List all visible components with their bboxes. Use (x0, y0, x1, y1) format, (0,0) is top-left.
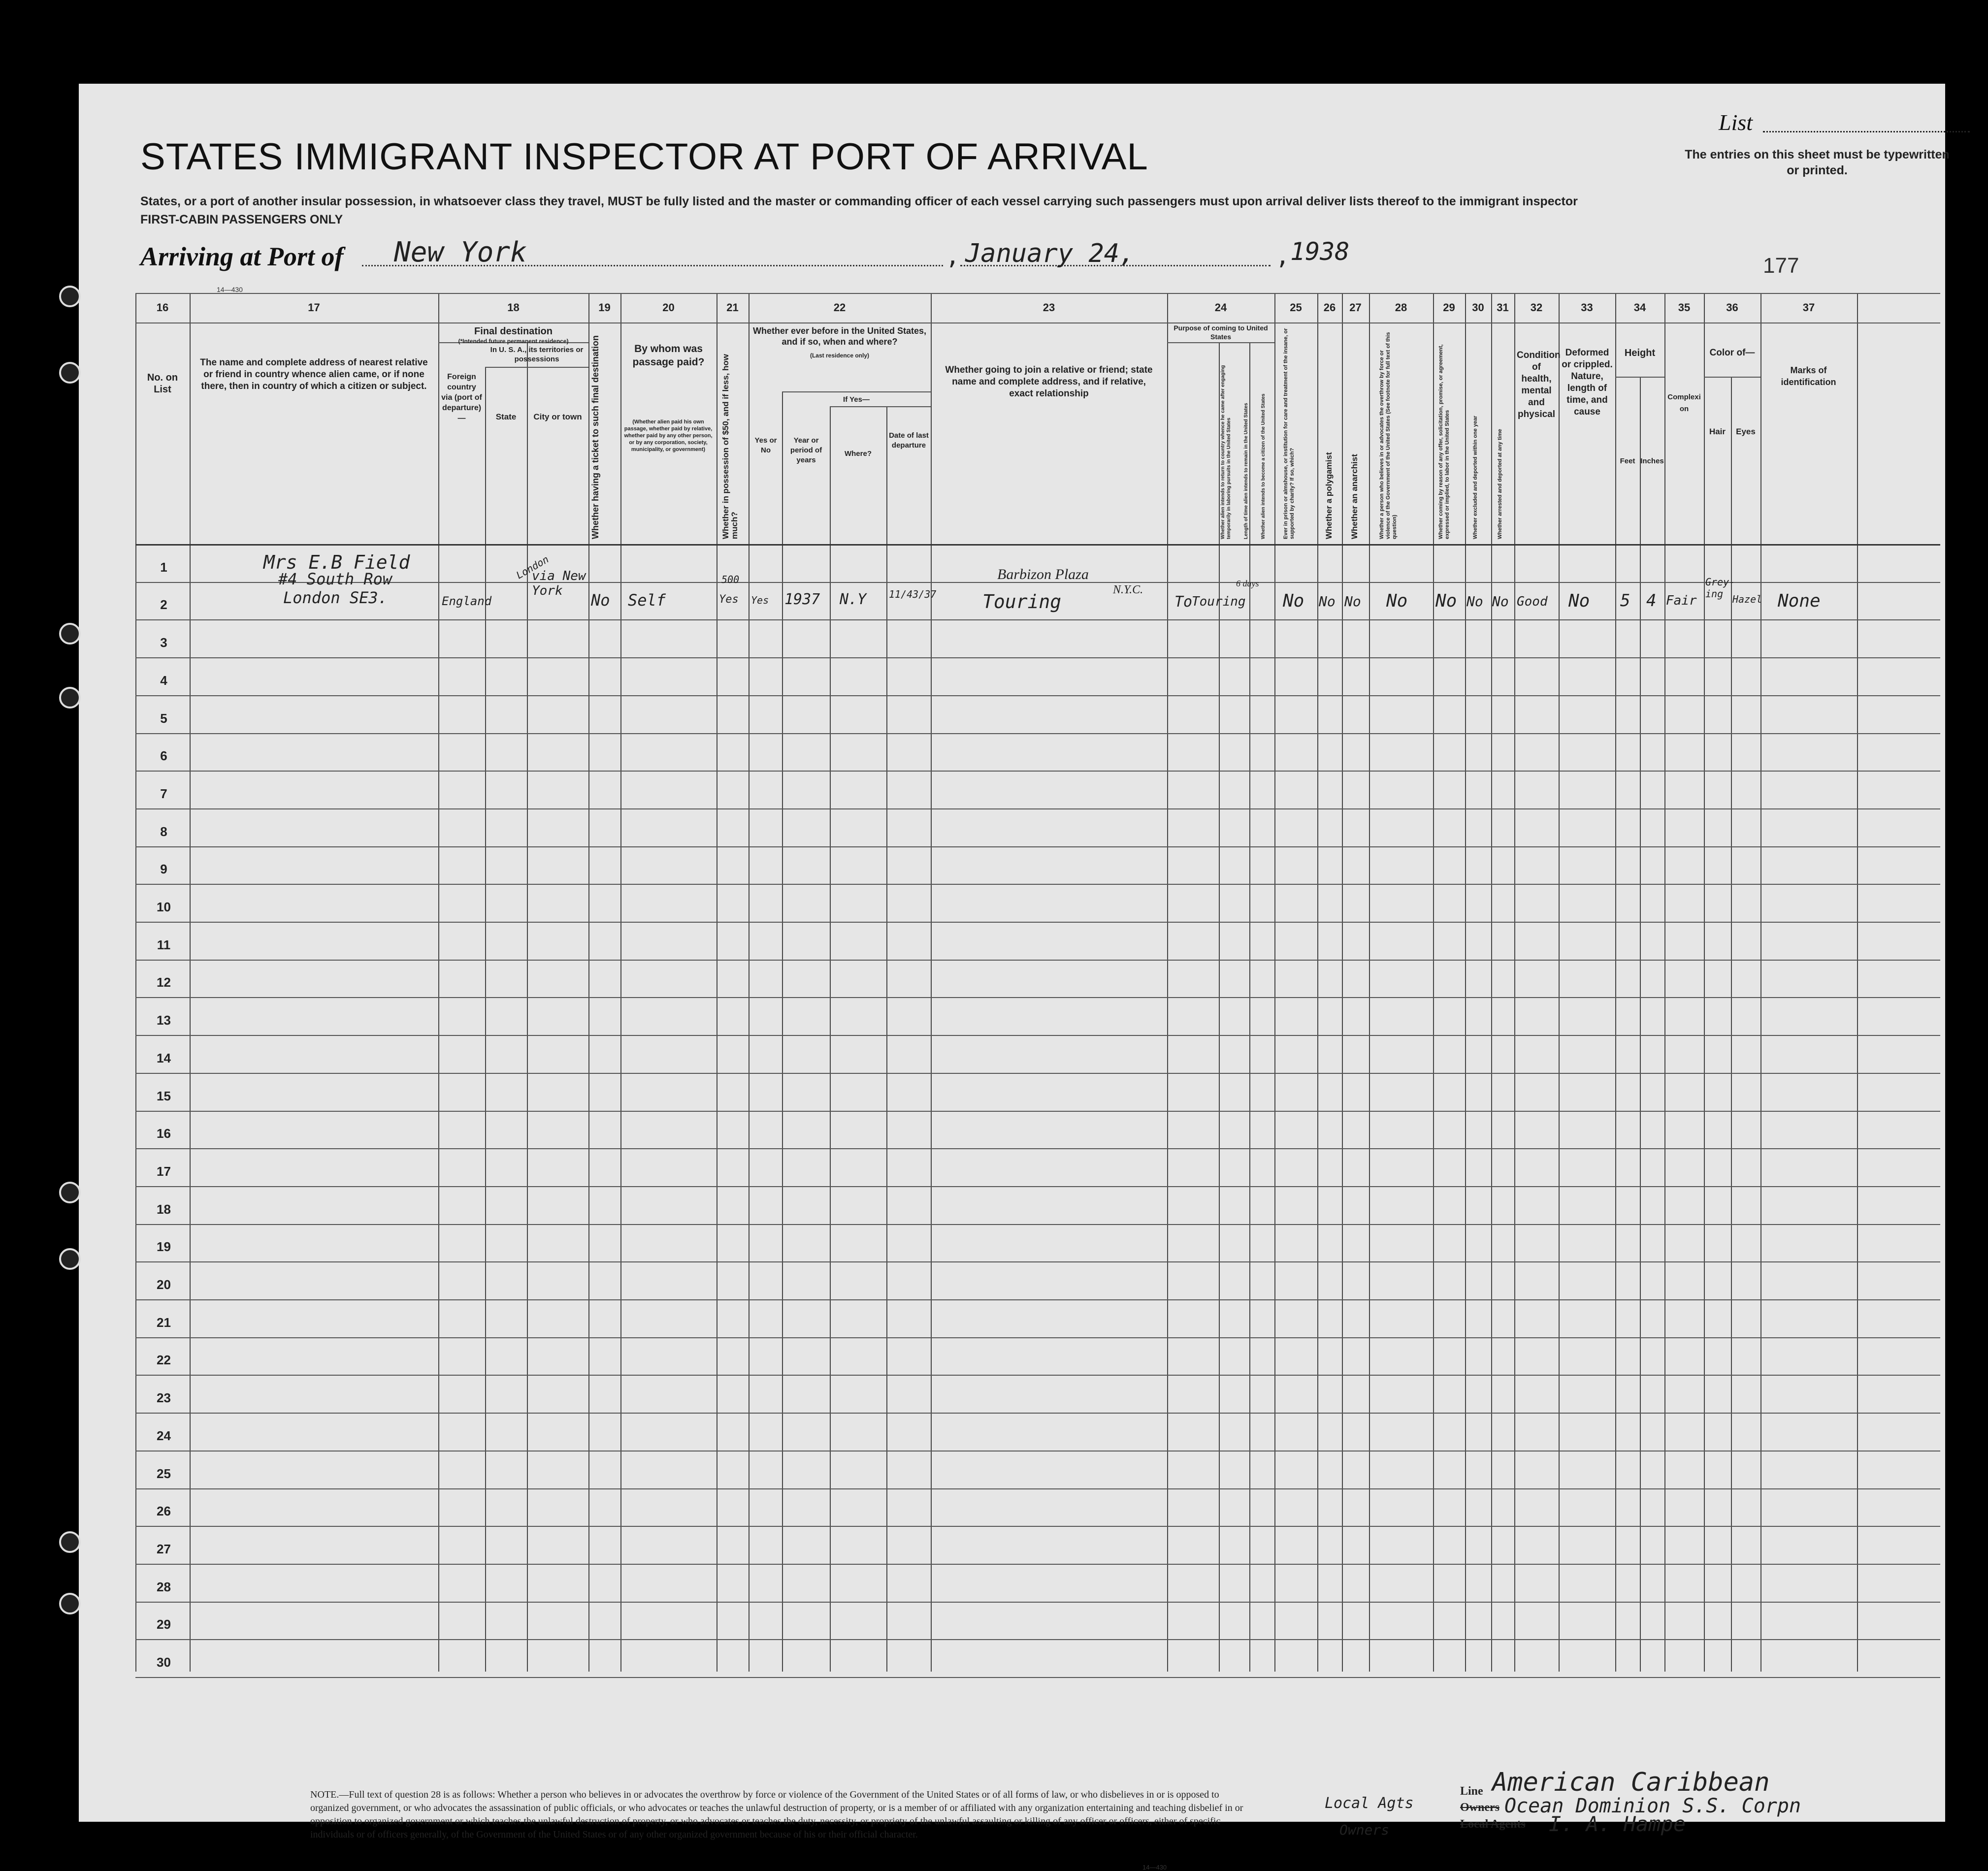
row-number: 15 (157, 1088, 171, 1103)
row-line (135, 733, 1940, 734)
header-purpose-return: Whether alien intends to return to country whence he came after engaging temporarily in laboring pursuits in the United States (1220, 365, 1232, 539)
header-color-of: Color of— (1709, 348, 1755, 358)
row-number: 23 (157, 1390, 171, 1406)
row-number: 3 (160, 635, 167, 650)
entry-purpose: To (1174, 593, 1193, 611)
row-number: 4 (160, 673, 167, 688)
entry-anarchist: No (1344, 593, 1361, 610)
row-line (135, 1375, 1940, 1376)
header-offer: Whether coming by reason of any offer, solicitation, promise, or agreement, expressed or implied, to labor in the United States (1438, 344, 1450, 539)
entry-years: 1937 (784, 591, 820, 608)
header-passage-paid-note: (Whether alien paid his own passage, whether paid by relative, whether paid by any other person, or by any corporation, society, municipality, or government) (624, 419, 713, 452)
punch-hole (59, 1248, 81, 1270)
col-number: 20 (662, 301, 675, 314)
punch-hole (59, 286, 81, 307)
header-passage-paid: By whom was passage paid? (632, 343, 705, 368)
port-value: New York (394, 236, 527, 268)
header-city: City or town (533, 412, 582, 421)
row-line (135, 1261, 1940, 1262)
entry-marks: None (1778, 591, 1821, 611)
entry-join-line2: Touring (982, 591, 1062, 613)
header-health: Condition of health, mental and physical (1517, 350, 1561, 419)
entry-deformed: No (1568, 591, 1590, 611)
row-number: 26 (157, 1504, 171, 1519)
row-line (135, 657, 1940, 658)
arriving-label: Arriving at Port of (140, 242, 344, 271)
header-year: Year or period of years (790, 436, 822, 464)
col-number: 36 (1726, 301, 1738, 314)
col-number: 22 (833, 301, 846, 314)
row-line (135, 884, 1940, 885)
col-number: 19 (598, 301, 611, 314)
entry-eyes: Hazel (1732, 593, 1762, 605)
col-number: 33 (1581, 301, 1593, 314)
footnote-question-28: NOTE.—Full text of question 28 is as follows: Whether a person who believes in or advocates the overthrow by force or violence of the Government of the United States or of all forms of law, or who disbelieves in or is opposed to organized government, or who advocates the assassination of public officials, or who advocates or teaches the unlawful destruction of property, or is a member of or affiliated with any organization entertaining and teaching disbelief in or opposition to organized government or which teaches the unlawful destruction of property, or who advocates or teaches the duty, necessity, or propriety of the unlawful assaulting or killing of any officer or officers, either of specific individuals or of officers generally, of the Government of the United States or of any other organized government because of his or their official character. (310, 1789, 1243, 1840)
col-number: 31 (1497, 301, 1509, 314)
row-number: 1 (160, 559, 167, 575)
entry-hair: Grey-ing (1705, 576, 1735, 600)
row-line (135, 1526, 1940, 1527)
row-number: 20 (157, 1277, 171, 1292)
header-ever-before: Whether ever before in the United States, and if so, when and where? (752, 326, 927, 347)
row-line (135, 808, 1940, 809)
row-line (135, 1413, 1940, 1414)
col-number: 37 (1802, 301, 1815, 314)
entries-note: The entries on this sheet must be typewritten or printed. (1685, 148, 1950, 177)
header-money: Whether in possession of $50, and if less, how much? (721, 354, 739, 539)
row-line (135, 1451, 1940, 1452)
punch-hole (59, 1531, 81, 1553)
entry-state-note: London (514, 553, 551, 581)
date-value: January 24, (965, 239, 1135, 268)
form-code: 14—430 (217, 286, 243, 293)
list-label: List (1719, 110, 1753, 135)
header-nearest-relative: The name and complete address of nearest relative or friend in country whence alien came, or if none there, then in country of which a citizen or subject. (200, 357, 428, 391)
row-number: 7 (160, 786, 167, 801)
row-line (135, 1186, 1940, 1187)
header-arrested: Whether arrested and deported at any time (1497, 429, 1503, 539)
entry-inches: 4 (1646, 591, 1657, 611)
col-number: 17 (308, 301, 320, 314)
entry-money: Yes (719, 593, 739, 606)
row-number: 19 (157, 1239, 171, 1255)
header-marks: Marks of identification (1781, 365, 1836, 387)
entry-city: via New York (532, 569, 586, 598)
col-number: 27 (1349, 301, 1362, 314)
header-final-destination: Final destination (474, 326, 553, 337)
list-number-line (1763, 131, 1970, 132)
row-number: 10 (157, 900, 171, 914)
row-line (135, 922, 1940, 923)
entry-ticket: No (591, 591, 610, 610)
col-number: 29 (1443, 301, 1455, 314)
row-line (135, 1111, 1940, 1112)
header-prison: Ever in prison or almshouse, or institution for care and treatment of the insane, or supported by charity? If so, which? (1283, 328, 1295, 539)
row-number: 21 (157, 1315, 171, 1330)
page-number: 177 (1763, 254, 1799, 278)
row-number: 8 (160, 824, 167, 839)
entry-excluded: No (1467, 593, 1483, 610)
owners-label: Owners (1460, 1801, 1499, 1814)
row-number: 13 (157, 1013, 171, 1028)
header-if-yes: If Yes— (843, 395, 870, 404)
row-line (135, 619, 1940, 620)
entry-length: Touring (1192, 594, 1246, 609)
header-feet: Feet (1620, 457, 1635, 465)
col-number: 25 (1290, 301, 1302, 314)
col-number: 16 (156, 301, 169, 314)
row-line (135, 1299, 1940, 1300)
left-note-owners: Owners (1339, 1822, 1390, 1838)
row-number: 22 (157, 1353, 171, 1368)
entry-relative-line2: #4 South Row (278, 570, 392, 588)
entry-health: Good (1517, 594, 1548, 609)
header-anarchist: Whether an anarchist (1350, 454, 1359, 539)
entry-join-line1: Barbizon Plaza (997, 566, 1089, 582)
row-line (135, 1488, 1940, 1489)
header-eyes: Eyes (1736, 427, 1756, 436)
header-polygamist: Whether a polygamist (1324, 452, 1334, 539)
col-number: 30 (1472, 301, 1484, 314)
row-number: 9 (160, 862, 167, 877)
agents-value: I. A. Hampe (1549, 1812, 1686, 1836)
row-number: 28 (157, 1579, 171, 1594)
row-number: 30 (157, 1655, 171, 1670)
punch-hole (59, 1182, 81, 1203)
row-line (135, 1337, 1940, 1338)
subtitle-class: FIRST-CABIN PASSENGERS ONLY (140, 213, 343, 226)
entry-where: N.Y (840, 591, 867, 608)
header-join-relative: Whether going to join a relative or friend; state name and complete address, and if relative, exact relationship (945, 365, 1153, 399)
left-note-agents: Local Agts (1325, 1795, 1414, 1812)
row-number: 29 (157, 1617, 171, 1632)
header-ticket: Whether having a ticket to such final destination (590, 335, 600, 539)
manifest-table (135, 293, 1940, 1672)
row-line (135, 1148, 1940, 1149)
header-yes-no: Yes or No (754, 436, 777, 454)
header-purpose: Purpose of coming to United States (1173, 324, 1268, 341)
row-line (135, 846, 1940, 847)
header-final-destination-note: (*Intended future permanent residence) (458, 338, 569, 345)
entry-join-city: N.Y.C. (1113, 583, 1143, 596)
punch-hole (59, 623, 81, 645)
header-hair: Hair (1709, 427, 1726, 436)
agents-label: Local Agents (1460, 1818, 1526, 1831)
col-number: 23 (1043, 301, 1055, 314)
row-line (135, 1035, 1940, 1036)
header-overthrow: Whether a person who believes in or advocates the overthrow by force or violence of the Government of the United States (See footnote for full text of this question) (1379, 332, 1398, 539)
row-number: 16 (157, 1126, 171, 1141)
entry-relative-line1: Mrs E.B Field (263, 551, 410, 573)
row-line (135, 1073, 1940, 1074)
row-number: 18 (157, 1201, 171, 1217)
owners-value: Ocean Dominion S.S. Corpn (1504, 1795, 1801, 1817)
header-excluded: Whether excluded and deported within one year (1472, 416, 1478, 539)
manifest-sheet (79, 84, 1950, 1871)
entry-feet: 5 (1620, 591, 1630, 611)
row-line (135, 960, 1940, 961)
entry-arrested: No (1492, 593, 1509, 610)
row-line (135, 1677, 1940, 1678)
footnote-form-code: 14—430 (1142, 1864, 1167, 1871)
header-no-on-list: No. on List (147, 372, 178, 395)
header-where: Where? (844, 450, 872, 458)
header-state: State (495, 412, 517, 421)
header-last-residence: (Last residence only) (810, 352, 870, 359)
entry-offer: No (1435, 591, 1457, 611)
row-line (135, 997, 1940, 998)
row-number: 6 (160, 748, 167, 764)
row-line (135, 1224, 1940, 1225)
col-number: 32 (1530, 301, 1543, 314)
entry-overthrow: No (1386, 591, 1408, 611)
header-foreign-country: Foreign country via (port of departure)— (441, 373, 482, 422)
header-purpose-length: Length of time alien intends to remain in the United States (1243, 403, 1249, 539)
col-number: 35 (1678, 301, 1691, 314)
comma: , (945, 242, 960, 270)
line-value: American Caribbean (1492, 1768, 1770, 1797)
row-line (135, 1639, 1940, 1640)
row-number: 17 (157, 1163, 171, 1179)
entry-ever-before: Yes (751, 594, 769, 606)
row-number: 12 (157, 975, 171, 990)
col-number: 26 (1323, 301, 1336, 314)
row-number: 27 (157, 1541, 171, 1556)
col-number: 34 (1633, 301, 1646, 314)
row-line (135, 771, 1940, 772)
header-in-usa: In U. S. A., its territories or possessions (490, 346, 584, 363)
header-date-departure: Date of last departure (889, 431, 929, 450)
comma: , (1275, 242, 1290, 270)
entry-complexion: Fair (1666, 593, 1697, 608)
punch-hole (59, 687, 81, 709)
row-number: 14 (157, 1050, 171, 1065)
row-number: 24 (157, 1428, 171, 1443)
punch-hole (59, 1593, 81, 1614)
page-title: STATES IMMIGRANT INSPECTOR AT PORT OF ARRIVAL (140, 136, 1148, 178)
punch-hole (59, 362, 81, 384)
line-label: Line (1460, 1785, 1483, 1798)
row-line (135, 1602, 1940, 1603)
header-height: Height (1624, 348, 1656, 358)
entry-polygamist: No (1319, 593, 1336, 610)
entry-length-note: 6 days (1236, 579, 1259, 588)
row-number: 5 (160, 710, 167, 726)
row-line (135, 695, 1940, 696)
entry-prison: No (1283, 591, 1304, 611)
row-number: 25 (157, 1466, 171, 1481)
header-complexion: Complexion (1667, 393, 1701, 413)
col-number: 28 (1395, 301, 1407, 314)
col-number: 18 (507, 301, 520, 314)
row-line (135, 1564, 1940, 1565)
header-deformed: Deformed or crippled. Nature, length of time, and cause (1562, 348, 1613, 417)
entry-foreign-country: England (442, 594, 492, 608)
col-number: 21 (726, 301, 739, 314)
row-number: 2 (160, 597, 167, 613)
entry-date-departure: 11/43/37 (889, 588, 937, 600)
entry-relative-line3: London SE3. (283, 588, 388, 607)
col-number: 24 (1214, 301, 1227, 314)
year-value: 1938 (1290, 237, 1350, 266)
entry-passage-paid: Self (628, 591, 666, 610)
header-inches: Inches (1640, 457, 1664, 465)
entry-money-amount: 500 (721, 574, 740, 585)
header-purpose-citizen: Whether alien intends to become a citizen of the United States (1261, 393, 1266, 539)
row-number: 11 (157, 937, 171, 952)
subtitle-instructions: States, or a port of another insular possession, in whatsoever class they travel, MUST be fully listed and the master or commanding officer of each vessel carrying such passengers must upon arrival deliver lists thereof to the immigrant inspector (140, 194, 1578, 208)
